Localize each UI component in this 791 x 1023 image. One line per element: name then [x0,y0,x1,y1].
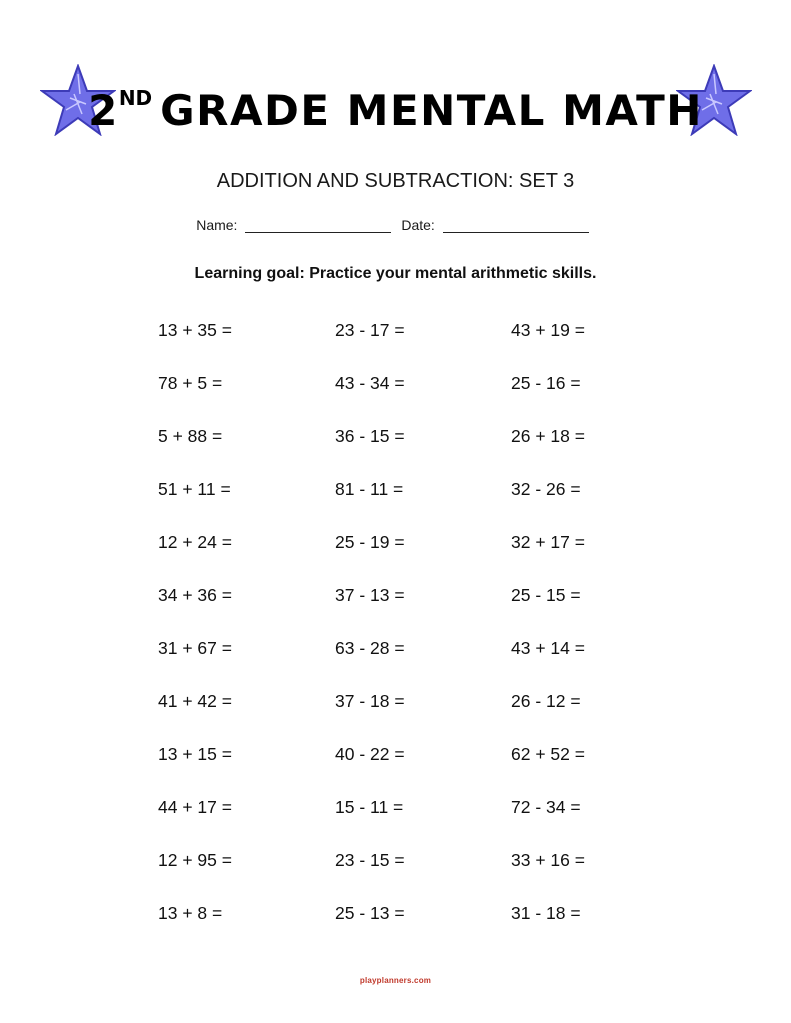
math-problem: 51 + 11 = [158,479,231,499]
math-problem: 25 - 19 = [335,532,405,552]
math-problem: 25 - 15 = [511,585,581,605]
math-problem: 36 - 15 = [335,426,405,446]
title-text: GRADE MENTAL MATH [160,86,703,135]
math-problem: 44 + 17 = [158,797,232,817]
math-problem: 40 - 22 = [335,744,405,764]
math-problem: 15 - 11 = [335,797,404,817]
math-problem: 31 - 18 = [511,903,581,923]
page-title [0,86,791,135]
math-problem: 5 + 88 = [158,426,223,446]
footer-logo: playplanners.com [359,976,432,985]
math-problem: 43 - 34 = [335,373,405,393]
learning-goal: Learning goal: Practice your mental arithmetic skills. [194,265,597,282]
name-field[interactable] [245,218,391,233]
math-problem: 32 - 26 = [511,479,581,499]
math-problem: 37 - 18 = [335,691,405,711]
name-label: Name: [196,217,238,233]
math-problem: 34 + 36 = [158,585,232,605]
grade-suffix: ND [118,86,153,110]
math-problem: 78 + 5 = [158,373,223,393]
math-problem: 25 - 16 = [511,373,581,393]
date-field[interactable] [443,218,589,233]
math-problem: 62 + 52 = [511,744,585,764]
math-problem: 72 - 34 = [511,797,581,817]
math-problem: 25 - 13 = [335,903,405,923]
math-problem: 13 + 35 = [158,320,232,340]
math-problem: 12 + 95 = [158,850,232,870]
math-problem: 37 - 13 = [335,585,405,605]
subtitle: ADDITION AND SUBTRACTION: SET 3 [216,170,575,192]
date-label: Date: [401,217,435,233]
math-problem: 33 + 16 = [511,850,585,870]
math-problem: 41 + 42 = [158,691,232,711]
math-problem: 32 + 17 = [511,532,585,552]
math-problem: 26 + 18 = [511,426,585,446]
math-problem: 23 - 17 = [335,320,405,340]
math-problem: 23 - 15 = [335,850,405,870]
math-problem: 43 + 19 = [511,320,585,340]
math-problem: 13 + 8 = [158,903,223,923]
math-problem: 31 + 67 = [158,638,232,658]
math-problem: 63 - 28 = [335,638,405,658]
math-problem: 26 - 12 = [511,691,581,711]
math-problem: 13 + 15 = [158,744,232,764]
math-problem: 12 + 24 = [158,532,232,552]
math-problem: 43 + 14 = [511,638,585,658]
math-problem: 81 - 11 = [335,479,404,499]
name-date-fields [0,217,791,233]
grade-number: 2 [88,86,119,135]
